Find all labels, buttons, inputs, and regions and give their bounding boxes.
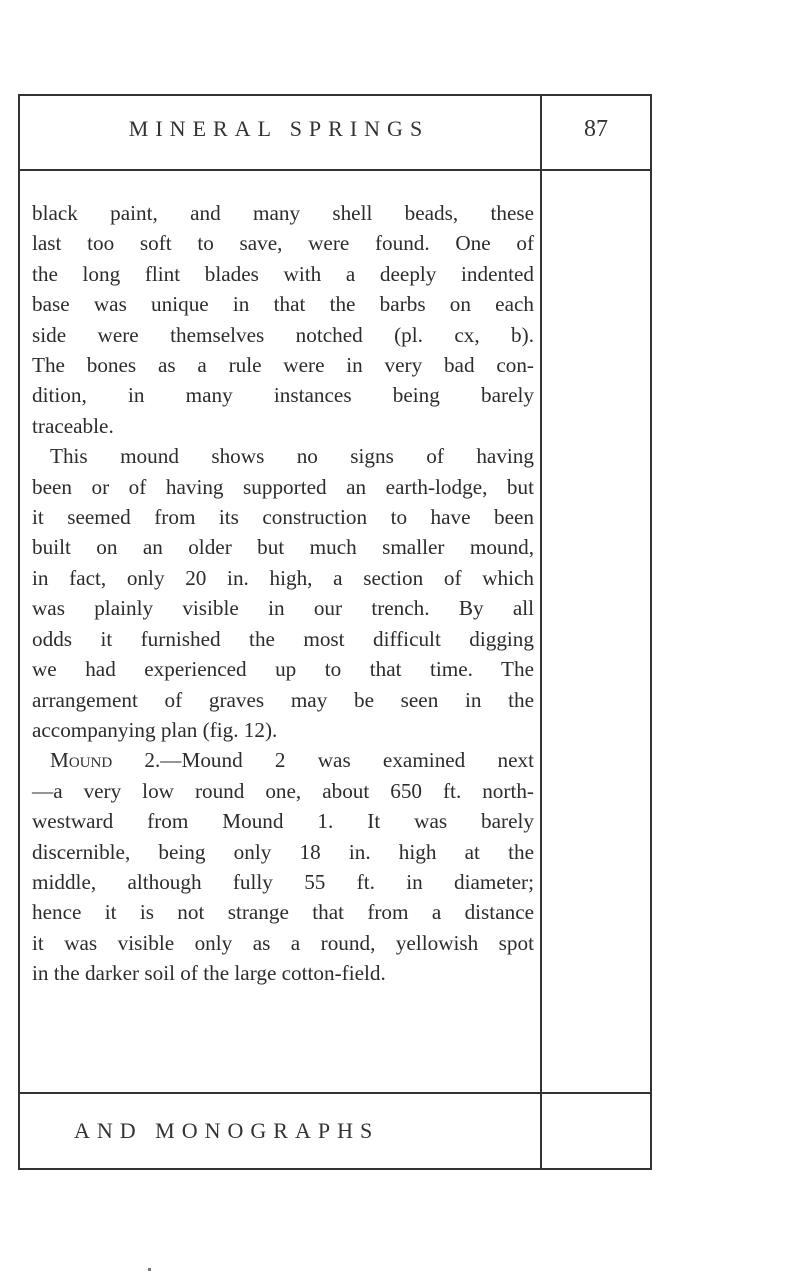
frame-top-border	[18, 94, 652, 96]
text-line: in the darker soil of the large cotton-field.	[32, 961, 386, 986]
text-line: The bones as a rule were in very bad con-	[32, 353, 534, 378]
text-line: been or of having supported an earth-lodge, but	[32, 474, 534, 499]
text-line: discernible, being only 18 in. high at the	[32, 839, 534, 864]
text-line: we had experienced up to that time. The	[32, 657, 534, 682]
text-line: last too soft to save, were found. One of	[32, 231, 534, 256]
text-line: dition, in many instances being barely	[32, 383, 534, 408]
text-line: black paint, and many shell beads, these	[32, 201, 534, 225]
text-line: westward from Mound 1. It was barely	[32, 809, 534, 834]
text-line: This mound shows no signs of having	[50, 444, 534, 469]
text-line: odds it furnished the most difficult digging	[32, 626, 534, 651]
text-line: —a very low round one, about 650 ft. north-	[32, 778, 534, 803]
text-line: traceable.	[32, 413, 114, 438]
text-line: base was unique in that the barbs on each	[32, 292, 534, 317]
header-rule	[18, 169, 652, 171]
text-line: it seemed from its construction to have been	[32, 505, 534, 530]
text-line: Mound 2.—Mound 2 was examined next	[50, 748, 534, 773]
text-line: it was visible only as a round, yellowish spot	[32, 930, 534, 955]
text-line: middle, although fully 55 ft. in diameter;	[32, 869, 534, 894]
footer-rule	[18, 1092, 652, 1094]
stray-mark	[148, 1268, 151, 1271]
text-line: hence it is not strange that from a distance	[32, 900, 534, 925]
footer-series-title: AND MONOGRAPHS	[74, 1118, 380, 1143]
frame-left-border	[18, 94, 20, 1170]
text-line: the long flint blades with a deeply indented	[32, 261, 534, 286]
text-line: arrangement of graves may be seen in the	[32, 687, 534, 712]
frame-right-border	[650, 94, 652, 1170]
frame-bottom-border	[18, 1168, 652, 1170]
margin-column-divider	[540, 94, 542, 1170]
text-line: accompanying plan (fig. 12).	[32, 717, 278, 742]
running-title: MINERAL SPRINGS	[128, 116, 430, 141]
page-number: 87	[584, 116, 608, 142]
text-line: was plainly visible in our trench. By all	[32, 596, 534, 621]
text-line: side were themselves notched (pl. cx, b).	[32, 322, 534, 347]
body-text	[32, 198, 534, 989]
page-frame	[18, 94, 652, 1170]
text-line: in fact, only 20 in. high, a section of which	[32, 565, 534, 590]
text-line: built on an older but much smaller mound,	[32, 535, 534, 560]
